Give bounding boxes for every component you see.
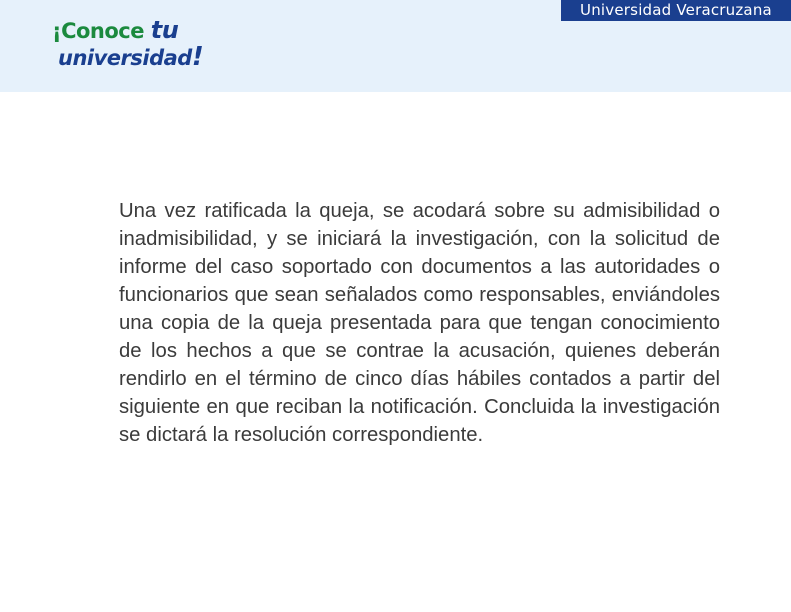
body-paragraph: Una vez ratificada la queja, se acodará sobre su admisibilidad o inadmisibilidad, y se iniciará la investigación, con la solicitud de informe del caso soportado con documentos a las autoridades o funcionarios que sean señalados como responsables, enviándoles una copia de la queja presentada para que tengan conocimiento de los hechos a que se contrae la acusación, quienes deberán rendirlo en el término de cinco días hábiles contados a partir del siguiente en que reciban la notificación. Concluida la investigación se dictará la resolución correspondiente.: [119, 200, 720, 446]
logo-line-2: universidad!: [58, 42, 204, 72]
logo-line-1: ¡Conoce tu: [52, 16, 179, 44]
header-band: [0, 0, 791, 92]
university-brand-label: Universidad Veracruzana: [561, 0, 791, 21]
conoce-tu-universidad-logo: [52, 14, 202, 74]
